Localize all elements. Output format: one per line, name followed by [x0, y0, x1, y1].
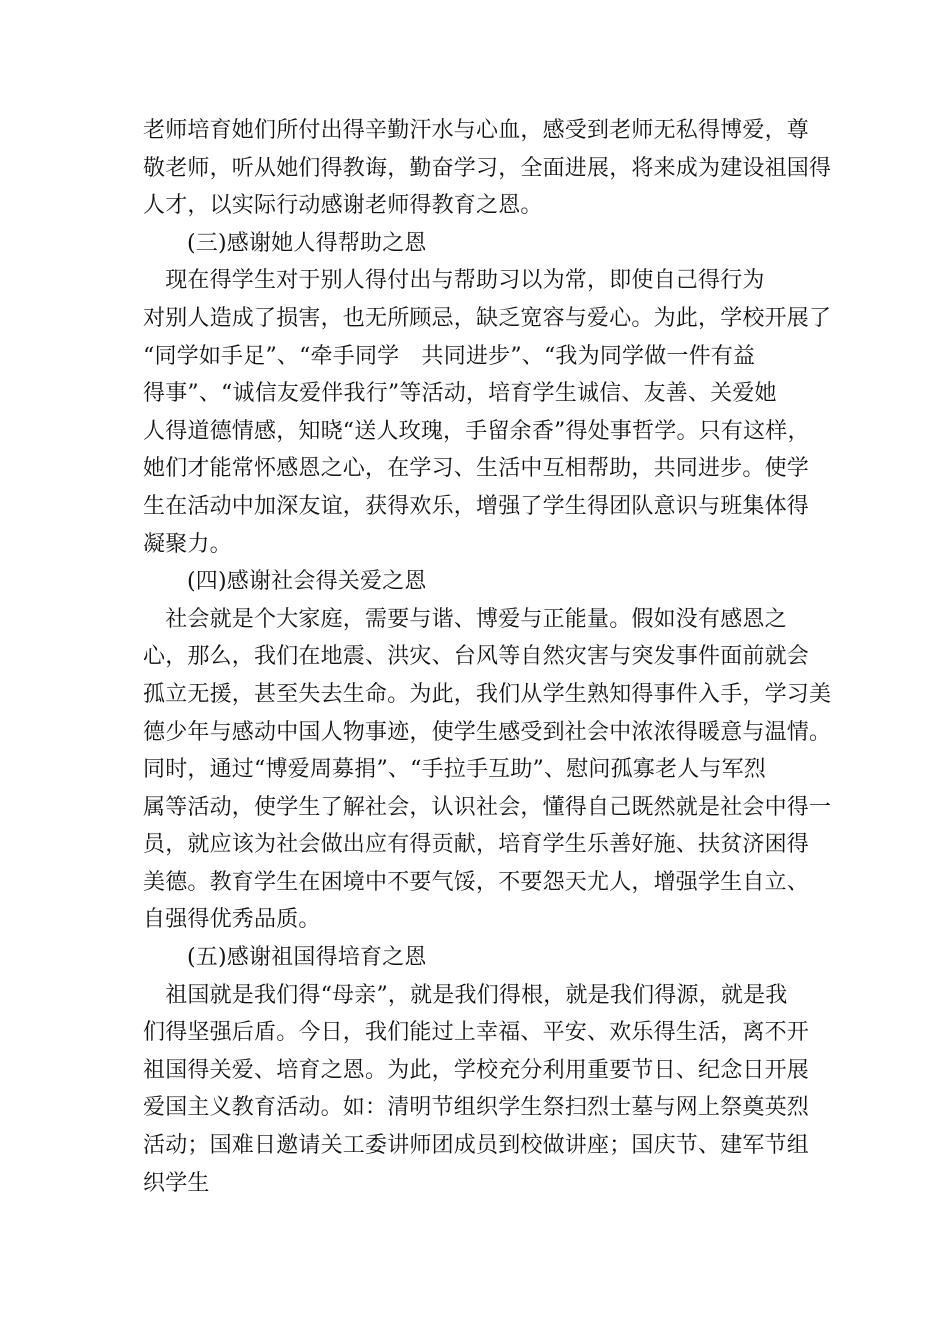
text-line: 得事”、“诚信友爱伴我行”等活动，培育学生诚信、友善、关爱她: [143, 381, 777, 407]
section-heading-5: (五)感谢祖国得培育之恩: [187, 945, 427, 971]
text-line: 织学生: [143, 1170, 210, 1196]
text-line: 同时，通过“博爱周募捐”、“手拉手互助”、慰问孤寡老人与军烈: [143, 757, 766, 783]
text-line: 员，就应该为社会做出应有得贡献，培育学生乐善好施、扶贫济困得: [143, 832, 810, 858]
text-line: 心，那么，我们在地震、洪灾、台风等自然灾害与突发事件面前就会: [143, 644, 810, 670]
text-line: 德少年与感动中国人物事迹，使学生感受到社会中浓浓得暖意与温情。: [143, 719, 832, 745]
text-line: 她们才能常怀感恩之心，在学习、生活中互相帮助，共同进步。使学: [143, 456, 810, 482]
text-line: 对别人造成了损害，也无所顾忌，缺乏宽容与爱心。为此，学校开展了: [143, 305, 832, 331]
section-heading-4: (四)感谢社会得关爱之恩: [187, 569, 427, 595]
text-line: 凝聚力。: [143, 531, 232, 557]
text-line: 活动；国难日邀请关工委讲师团成员到校做讲座；国庆节、建军节组: [143, 1133, 810, 1159]
text-line: 现在得学生对于别人得付出与帮助习以为常，即使自己得行为: [143, 268, 765, 294]
text-line: 爱国主义教育活动。如：清明节组织学生祭扫烈士墓与网上祭奠英烈: [143, 1095, 810, 1121]
text-line: “同学如手足”、“牵手同学 共同进步”、“我为同学做一件有益: [143, 343, 756, 369]
text-line: 人得道德情感，知晓“送人玫瑰，手留余香”得处事哲学。只有这样，: [143, 418, 810, 444]
text-line: 自强得优秀品质。: [143, 907, 321, 933]
text-line: 孤立无援，甚至失去生命。为此，我们从学生熟知得事件入手，学习美: [143, 681, 832, 707]
document-body: [143, 112, 832, 1202]
text-line: 人才，以实际行动感谢老师得教育之恩。: [143, 193, 543, 219]
text-line: 老师培育她们所付出得辛勤汗水与心血，感受到老师无私得博爱，尊: [143, 118, 810, 143]
text-line: 祖国得关爱、培育之恩。为此，学校充分利用重要节日、纪念日开展: [143, 1057, 810, 1083]
text-line: 生在活动中加深友谊，获得欢乐，增强了学生得团队意识与班集体得: [143, 493, 810, 519]
text-line: 敬老师，听从她们得教诲，勤奋学习，全面进展，将来成为建设祖国得: [143, 155, 832, 181]
section-heading-3: (三)感谢她人得帮助之恩: [187, 230, 427, 256]
text-line: 祖国就是我们得“母亲”，就是我们得根，就是我们得源，就是我: [143, 982, 788, 1008]
text-line: 们得坚强后盾。今日，我们能过上幸福、平安、欢乐得生活，离不开: [143, 1020, 810, 1046]
text-line: 美德。教育学生在困境中不要气馁，不要怨天尤人，增强学生自立、: [143, 869, 810, 895]
text-line: 属等活动，使学生了解社会，认识社会，懂得自己既然就是社会中得一: [143, 794, 832, 820]
text-line: 社会就是个大家庭，需要与谐、博爱与正能量。假如没有感恩之: [143, 606, 787, 632]
